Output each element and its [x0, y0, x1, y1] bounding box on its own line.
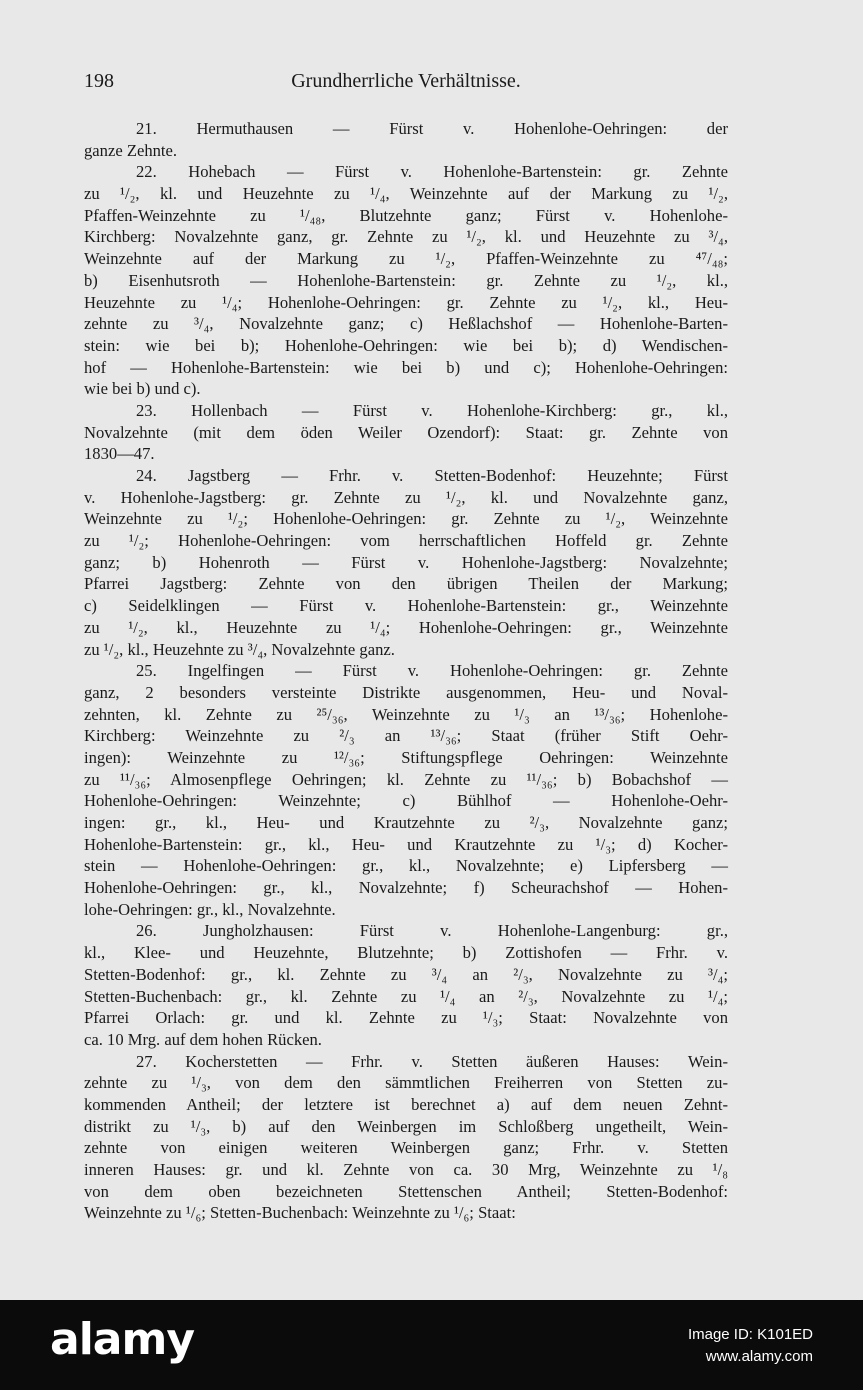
text-line: 27. Kocherstetten — Frhr. v. Stetten äußeren Hauses: Wein-	[136, 1051, 728, 1071]
page-header	[84, 70, 728, 96]
text-line: stein: wie bei b); Hohenlohe-Oehringen: wie bei b); d) Wendischen-	[84, 335, 728, 355]
text-line: 1830—47.	[84, 444, 155, 464]
text-line: hof — Hohenlohe-Bartenstein: wie bei b) und c); Hohenlohe-Oehringen:	[84, 357, 728, 377]
text-line: c) Seidelklingen — Fürst v. Hohenlohe-Bartenstein: gr., Weinzehnte	[84, 596, 728, 616]
text-line: Weinzehnte zu ¹/₂; Hohenlohe-Oehringen: gr. Zehnte zu ¹/₂, Weinzehnte	[84, 509, 728, 529]
text-line: kl., Klee- und Heuzehnte, Blutzehnte; b) Zottishofen — Frhr. v.	[84, 943, 728, 963]
running-title: Grundherrliche Verhältnisse.	[291, 70, 521, 92]
paragraph	[84, 400, 728, 465]
text-line: Novalzehnte (mit dem öden Weiler Ozendorf): Staat: gr. Zehnte von	[84, 422, 728, 442]
text-line: 25. Ingelfingen — Fürst v. Hohenlohe-Oehringen: gr. Zehnte	[136, 661, 728, 681]
text-line: ingen: gr., kl., Heu- und Krautzehnte zu ²/₃, Novalzehnte ganz;	[84, 813, 728, 832]
text-line: Stetten-Buchenbach: gr., kl. Zehnte zu ¹/₄ an ²/₃, Novalzehnte zu ¹/₄;	[84, 986, 728, 1006]
paragraph	[84, 920, 728, 1050]
text-line: Hohenlohe-Oehringen: gr., kl., Novalzehnte; f) Scheurachshof — Hohen-	[84, 878, 728, 898]
text-line: distrikt zu ¹/₃, b) auf den Weinbergen im Schloßberg ungetheilt, Wein-	[84, 1116, 728, 1136]
text-line: Kirchberg: Weinzehnte zu ²/₃ an ¹³/₃₆; Staat (früher Stift Oehr-	[84, 726, 728, 746]
text-line: 26. Jungholzhausen: Fürst v. Hohenlohe-Langenburg: gr.,	[136, 921, 728, 941]
text-line: ganz, 2 besonders versteinte Distrikte ausgenommen, Heu- und Noval-	[84, 682, 728, 702]
text-line: zu ¹¹/₃₆; Almosenpflege Oehringen; kl. Zehnte zu ¹¹/₃₆; b) Bobachshof —	[84, 769, 728, 789]
watermark-banner	[0, 1300, 863, 1390]
image-id-block	[688, 1324, 813, 1368]
text-line: kommenden Antheil; der letztere ist berechnet a) auf dem neuen Zehnt-	[84, 1094, 728, 1114]
text-line: zu ¹/₂, kl., Heuzehnte zu ¹/₄; Hohenlohe-Oehringen: gr., Weinzehnte	[84, 617, 728, 637]
paragraph	[84, 465, 728, 660]
image-id: Image ID: K101ED	[687, 1326, 813, 1343]
text-line: Stetten-Bodenhof: gr., kl. Zehnte zu ³/₄ an ²/₃, Novalzehnte zu ³/₄;	[84, 964, 728, 984]
text-line: 21. Hermuthausen — Fürst v. Hohenlohe-Oehringen: der	[136, 119, 728, 138]
text-line: Hohenlohe-Bartenstein: gr., kl., Heu- und Krautzehnte zu ¹/₃; d) Kocher-	[84, 834, 728, 854]
alamy-logo: alamy	[50, 1314, 194, 1365]
text-line: inneren Hauses: gr. und kl. Zehnte von ca. 30 Mrg, Weinzehnte zu ¹/₈	[84, 1160, 728, 1179]
text-line: zehnte zu ¹/₃, von dem den sämmtlichen Freiherren von Stetten zu-	[84, 1073, 728, 1093]
text-line: ganze Zehnte.	[84, 140, 178, 160]
text-line: 24. Jagstberg — Frhr. v. Stetten-Bodenhof: Heuzehnte; Fürst	[136, 466, 728, 485]
text-line: Hohenlohe-Oehringen: Weinzehnte; c) Bühlhof — Hohenlohe-Oehr-	[84, 791, 728, 811]
text-line: zu ¹/₂, kl., Heuzehnte zu ³/₄, Novalzehnte ganz.	[84, 639, 395, 659]
text-line: ca. 10 Mrg. auf dem hohen Rücken.	[84, 1029, 322, 1049]
text-line: Pfaffen-Weinzehnte zu ¹/₄₈, Blutzehnte ganz; Fürst v. Hohenlohe-	[84, 205, 728, 225]
text-line: v. Hohenlohe-Jagstberg: gr. Zehnte zu ¹/₂, kl. und Novalzehnte ganz,	[84, 487, 728, 507]
text-line: zu ¹/₂; Hohenlohe-Oehringen: vom herrschaftlichen Hoffeld gr. Zehnte	[84, 531, 728, 551]
text-line: Pfarrei Orlach: gr. und kl. Zehnte zu ¹/₃; Staat: Novalzehnte von	[84, 1008, 728, 1028]
text-line: Pfarrei Jagstberg: Zehnte von den übrigen Theilen der Markung;	[84, 574, 728, 594]
text-line: Weinzehnte auf der Markung zu ¹/₂, Pfaffen-Weinzehnte zu ⁴⁷/₄₈;	[84, 249, 728, 269]
text-line: 23. Hollenbach — Fürst v. Hohenlohe-Kirchberg: gr., kl.,	[136, 400, 728, 420]
text-line: stein — Hohenlohe-Oehringen: gr., kl., Novalzehnte; e) Lipfersberg —	[84, 856, 728, 876]
watermark-url: www.alamy.com	[705, 1348, 813, 1365]
page-number: 198	[84, 70, 114, 92]
text-line: 22. Hohebach — Fürst v. Hohenlohe-Bartenstein: gr. Zehnte	[136, 162, 728, 182]
paragraph	[84, 118, 728, 161]
text-line: wie bei b) und c).	[84, 379, 201, 399]
text-line: zehnte zu ³/₄, Novalzehnte ganz; c) Heßlachshof — Hohenlohe-Barten-	[84, 314, 728, 334]
page-body	[84, 118, 728, 1224]
paragraph	[84, 660, 728, 920]
paragraph	[84, 1051, 728, 1225]
text-line: Weinzehnte zu ¹/₆; Stetten-Buchenbach: Weinzehnte zu ¹/₆; Staat:	[84, 1203, 516, 1223]
text-line: ganz; b) Hohenroth — Fürst v. Hohenlohe-Jagstberg: Novalzehnte;	[84, 552, 728, 572]
text-line: Kirchberg: Novalzehnte ganz, gr. Zehnte zu ¹/₂, kl. und Heuzehnte zu ³/₄,	[84, 227, 728, 247]
text-line: von dem oben bezeichneten Stettenschen Antheil; Stetten-Bodenhof:	[84, 1181, 728, 1201]
text-line: lohe-Oehringen: gr., kl., Novalzehnte.	[84, 899, 336, 919]
text-line: ingen): Weinzehnte zu ¹²/₃₆; Stiftungspflege Oehringen: Weinzehnte	[84, 747, 728, 767]
text-line: zu ¹/₂, kl. und Heuzehnte zu ¹/₄, Weinzehnte auf der Markung zu ¹/₂,	[84, 184, 728, 204]
text-line: zehnten, kl. Zehnte zu ²⁵/₃₆, Weinzehnte zu ¹/₃ an ¹³/₃₆; Hohenlohe-	[84, 704, 728, 724]
text-line: zehnte von einigen weiteren Weinbergen ganz; Frhr. v. Stetten	[84, 1138, 728, 1158]
text-line: Heuzehnte zu ¹/₄; Hohenlohe-Oehringen: gr. Zehnte zu ¹/₂, kl., Heu-	[84, 292, 728, 312]
text-line: b) Eisenhutsroth — Hohenlohe-Bartenstein: gr. Zehnte zu ¹/₂, kl.,	[84, 270, 728, 290]
paragraph	[84, 161, 728, 400]
